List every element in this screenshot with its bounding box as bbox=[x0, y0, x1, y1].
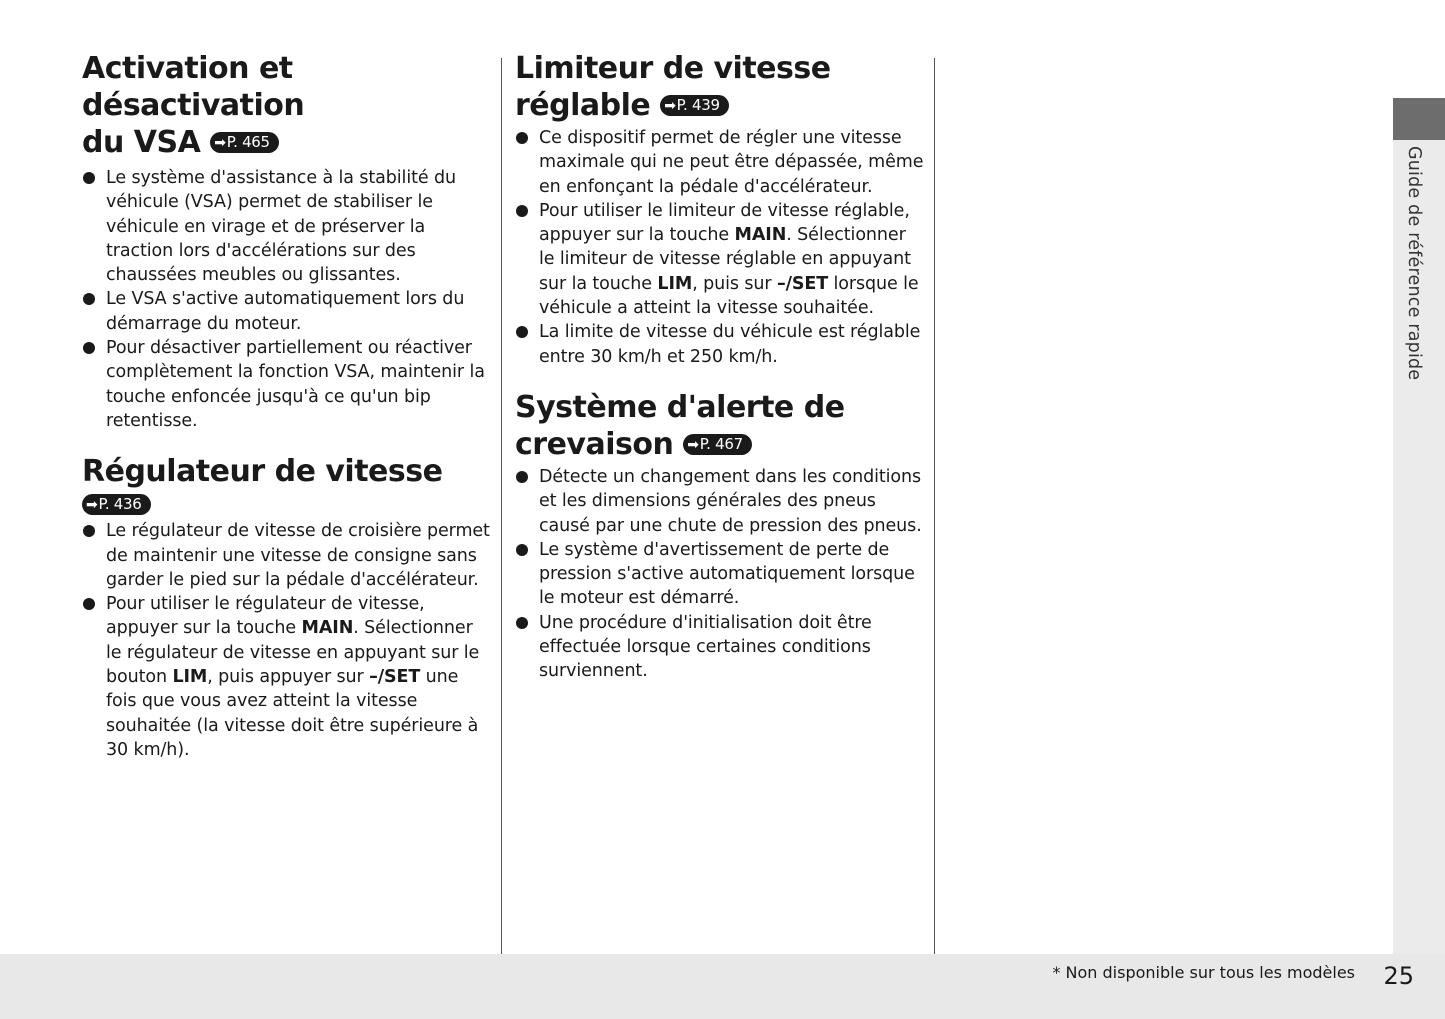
footnote: * Non disponible sur tous les modèles bbox=[1052, 963, 1355, 982]
list-item: Détecte un changement dans les conditions et les dimensions générales des pneus causé par une chute de pression des pneus. bbox=[515, 465, 925, 538]
cruise-bullet-list bbox=[82, 519, 492, 762]
limiter-heading: Limiteur de vitesse réglable ➡P. 439 bbox=[515, 51, 831, 123]
deflation-heading: Système d'alerte de crevaison ➡P. 467 bbox=[515, 389, 845, 462]
arrow-right-icon: ➡ bbox=[214, 135, 226, 151]
arrow-right-icon: ➡ bbox=[687, 436, 699, 453]
deflation-page-ref-link[interactable]: ➡P. 467 bbox=[683, 434, 752, 455]
page-number: 25 bbox=[1383, 962, 1414, 990]
arrow-right-icon: ➡ bbox=[664, 98, 676, 114]
list-item: Le VSA s'active automatiquement lors du démarrage du moteur. bbox=[82, 287, 492, 336]
deflation-bullet-list bbox=[515, 465, 925, 684]
side-tab-label: Guide de référence rapide bbox=[1404, 146, 1424, 381]
left-column bbox=[82, 50, 492, 762]
list-item: Pour utiliser le régulateur de vitesse, appuyer sur la touche MAIN. Sélectionner le régulateur de vitesse en appuyant sur le bouton LIM, puis appuyer sur –/SET une fois que vous avez atteint la vitesse souhaitée (la vitesse doit être supérieure à 30 km/h). bbox=[82, 592, 492, 762]
cruise-page-ref-link[interactable]: ➡P. 436 bbox=[82, 494, 151, 515]
column-divider bbox=[501, 58, 502, 954]
list-item: Le régulateur de vitesse de croisière permet de maintenir une vitesse de consigne sans garder le pied sur la pédale d'accélérateur. bbox=[82, 519, 492, 592]
vsa-page-ref-link[interactable]: ➡P. 465 bbox=[210, 132, 279, 153]
vsa-heading: Activation et désactivation du VSA ➡P. 465 bbox=[82, 51, 305, 160]
list-item: Pour utiliser le limiteur de vitesse réglable, appuyer sur la touche MAIN. Sélectionner le limiteur de vitesse réglable en appuyant sur la touche LIM, puis sur –/SET lorsque le véhicule a atteint la vitesse souhaitée. bbox=[515, 199, 925, 320]
list-item: Ce dispositif permet de régler une vitesse maximale qui ne peut être dépassée, même en enfonçant la pédale d'accélérateur. bbox=[515, 126, 925, 199]
column-divider bbox=[934, 58, 935, 954]
middle-column bbox=[515, 50, 925, 684]
list-item: Le système d'assistance à la stabilité du véhicule (VSA) permet de stabiliser le véhicule en virage et de préserver la traction lors d'accélérations sur des chaussées meubles ou glissantes. bbox=[82, 166, 492, 287]
list-item: Une procédure d'initialisation doit être effectuée lorsque certaines conditions surviennent. bbox=[515, 611, 925, 684]
list-item: Le système d'avertissement de perte de pression s'active automatiquement lorsque le moteur est démarré. bbox=[515, 538, 925, 611]
arrow-right-icon: ➡ bbox=[86, 497, 98, 514]
cruise-ref-row bbox=[82, 494, 492, 515]
list-item: Pour désactiver partiellement ou réactiver complètement la fonction VSA, maintenir la touche enfoncée jusqu'à ce qu'un bip retentisse. bbox=[82, 336, 492, 433]
side-tab-marker[interactable] bbox=[1393, 98, 1445, 140]
limiter-bullet-list bbox=[515, 126, 925, 369]
vsa-bullet-list bbox=[82, 166, 492, 433]
cruise-heading: Régulateur de vitesse bbox=[82, 454, 443, 490]
spacer bbox=[515, 369, 925, 389]
spacer bbox=[82, 433, 492, 453]
list-item: La limite de vitesse du véhicule est réglable entre 30 km/h et 250 km/h. bbox=[515, 320, 925, 369]
limiter-page-ref-link[interactable]: ➡P. 439 bbox=[660, 95, 729, 116]
